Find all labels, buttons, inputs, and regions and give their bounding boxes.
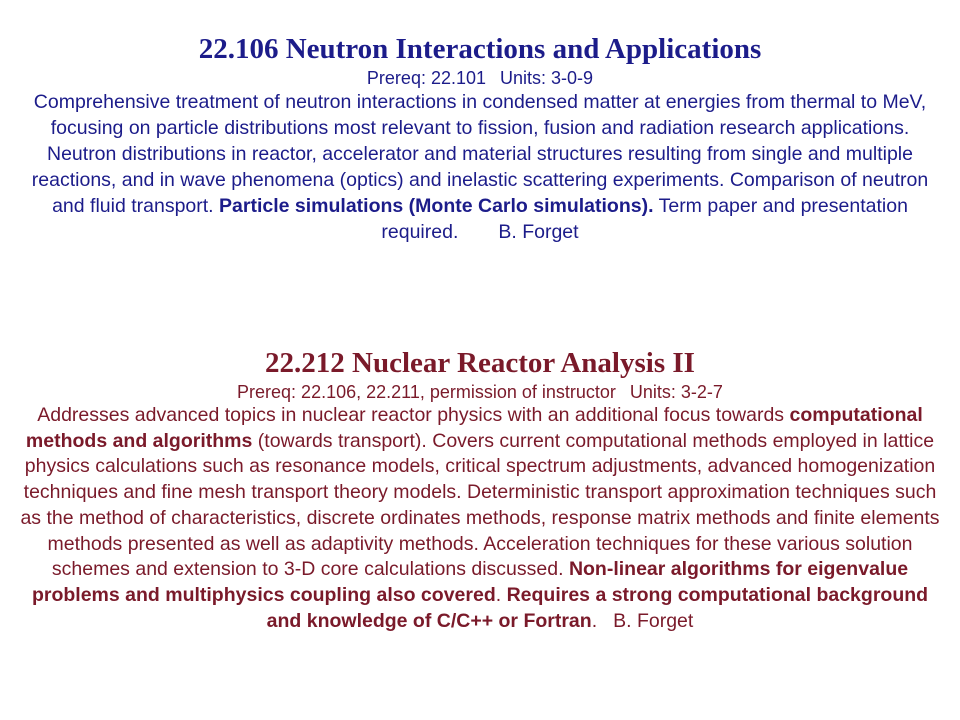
description-text: . <box>591 609 598 632</box>
description-text: (towards transport). Covers current computational methods employed in lattice physics calculations such as resonance models, critical spectrum adjustments, advanced homogenization techniques and fine mesh transport theory models. Deterministic transport approximation techniques such as the method of characteristics, discrete ordinates methods, response matrix methods and finite elements methods presented as well as adaptivity methods. Acceleration techniques for these various solution schemes and extension to 3-D core calculations discussed. <box>20 429 940 581</box>
description-text: Addresses advanced topics in nuclear reactor physics with an additional focus towards <box>37 404 785 426</box>
prereq: Prereq: 22.106, 22.211, permission of instructor <box>237 382 616 402</box>
prereq-line <box>14 67 946 89</box>
units: Units: 3-2-7 <box>629 382 723 402</box>
description-text: . <box>495 583 502 606</box>
prereq-line <box>14 381 946 403</box>
course-description <box>14 403 946 634</box>
description-text: Comprehensive treatment of neutron interactions in condensed matter at energies from thermal to MeV, focusing on particle distributions most relevant to fission, fusion and radiation research applications. Neutron distributions in reactor, accelerator and material structures resulting from single and multiple reactions, and in wave phenomena (optics) and inelastic scattering experiments. Comparison of neutron and fluid transport. <box>31 91 929 217</box>
course-22-106 <box>14 31 946 245</box>
description-emphasis: computational methods and algorithms <box>25 404 923 452</box>
description-emphasis: Non-linear algorithms for eigenvalue problems and multiphysics coupling also covered <box>31 558 909 606</box>
instructor: B. Forget <box>498 221 579 243</box>
description-text: Term paper and presentation required. <box>381 195 908 243</box>
course-22-212 <box>14 345 946 634</box>
course-description <box>14 89 946 245</box>
description-emphasis: Requires a strong computational background and knowledge of C/C++ or Fortran <box>266 583 929 632</box>
course-title: 22.106 Neutron Interactions and Applications <box>198 33 762 65</box>
description-emphasis: Particle simulations (Monte Carlo simulations). <box>219 195 654 217</box>
instructor: B. Forget <box>613 609 694 632</box>
units: Units: 3-0-9 <box>500 68 594 88</box>
course-title: 22.212 Nuclear Reactor Analysis II <box>265 347 695 379</box>
prereq: Prereq: 22.101 <box>366 68 487 88</box>
